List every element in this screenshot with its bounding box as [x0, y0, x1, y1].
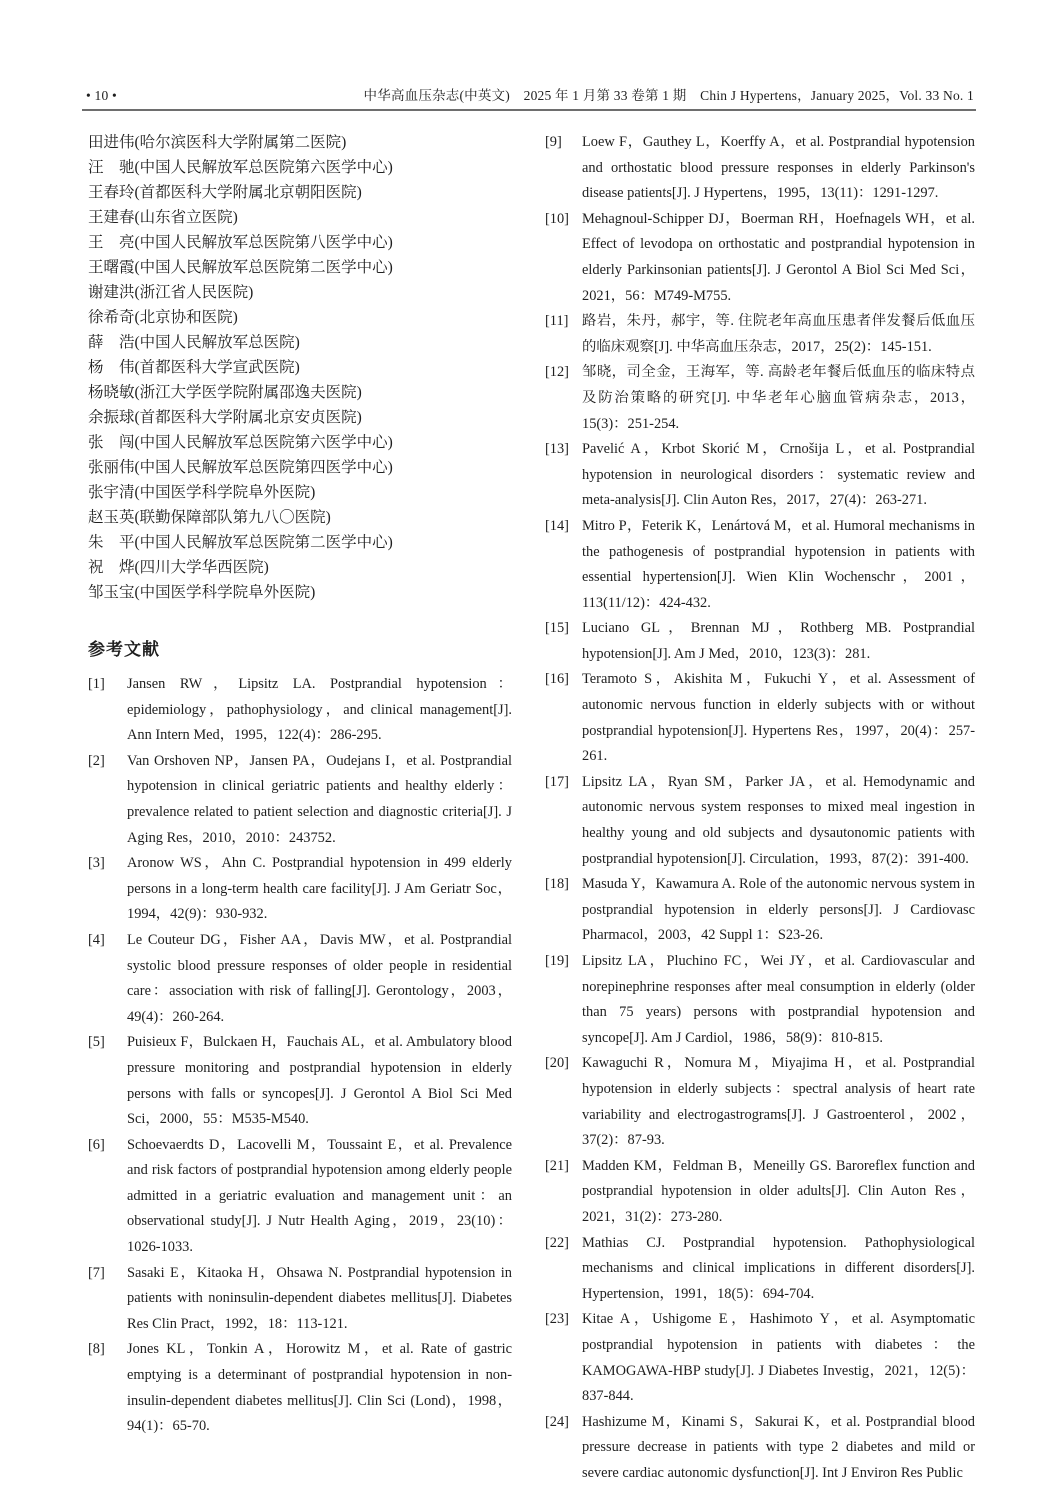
reference-item — [545, 1231, 975, 1308]
reference-text: Schoevaerdts D，Lacovelli M，Toussaint E，et al. Prevalence and risk factors of postprandial hypotension among elderly people admitted in a geriatric evaluation and management unit：an observational study[J]. J Nutr Health Aging，2019，23(10)：1026-1033. — [127, 1136, 512, 1256]
reference-text: Jones KL，Tonkin A，Horowitz M，et al. Rate of gastric emptying is a determinant of postprandial hypotension in non-insulin-dependent diabetes mellitus[J]. Clin Sci (Lond)，1998，94(1)：65-70. — [127, 1341, 512, 1435]
contributor-line: 徐希奇(北京协和医院) — [88, 309, 238, 326]
reference-text: Madden KM，Feldman B，Meneilly GS. Baroreflex function and postprandial hypotension in older adults[J]. Clin Auton Res，2021，31(2)：273-280. — [582, 1157, 975, 1225]
two-column-body — [88, 130, 975, 1485]
reference-text: Kawaguchi R，Nomura M，Miyajima H，et al. Postprandial hypotension in elderly subjects：spectral analysis of heart rate variability and electrogastrograms[J]. J Gastroenterol，2002，37(2)：87-93. — [582, 1055, 975, 1149]
reference-item — [545, 872, 975, 949]
reference-item — [545, 207, 975, 309]
reference-number: [23] — [545, 1311, 569, 1328]
contributor-list — [88, 130, 512, 605]
reference-text: Loew F，Gauthey L，Koerffy A，et al. Postprandial hypotension and orthostatic blood pressure responses in elderly Parkinson's disease patients[J]. J Hypertens，1995，13(11)：1291-1297. — [582, 134, 975, 202]
reference-text: Puisieux F，Bulckaen H，Fauchais AL，et al. Ambulatory blood pressure monitoring and postprandial hypotension in elderly persons with falls or syncopes[J]. J Gerontol A Biol Sci Med Sci，2000，55：M535-M540. — [127, 1034, 512, 1128]
reference-text: Mehagnoul-Schipper DJ，Boerman RH，Hoefnagels WH，et al. Effect of levodopa on orthostatic and postprandial hypotension in elderly Parkinsonian patients[J]. J Gerontol A Biol Sci Med Sci，2021，56：M749-M755. — [582, 210, 975, 304]
reference-number: [21] — [545, 1157, 569, 1174]
contributor-line: 王曙霞(中国人民解放军总医院第二医学中心) — [88, 259, 393, 276]
reference-item — [545, 437, 975, 514]
contributor-line: 杨晓敏(浙江大学医学院附属邵逸夫医院) — [88, 384, 362, 401]
contributor-line: 谢建洪(浙江省人民医院) — [88, 284, 254, 301]
reference-text: Luciano GL，Brennan MJ，Rothberg MB. Postprandial hypotension[J]. Am J Med，2010，123(3)：281. — [582, 620, 975, 662]
header-divider — [82, 109, 976, 111]
reference-text: 路岩，朱丹，郝宇，等. 住院老年高血压患者伴发餐后低血压的临床观察[J]. 中华高血压杂志，2017，25(2)：145-151. — [582, 313, 975, 355]
reference-number: [22] — [545, 1234, 569, 1251]
reference-item — [88, 1133, 512, 1261]
contributor-line: 薛 浩(中国人民解放军总医院) — [88, 334, 300, 351]
reference-number: [20] — [545, 1055, 569, 1072]
reference-text: Jansen RW，Lipsitz LA. Postprandial hypotension：epidemiology，pathophysiology，and clinical management[J]. Ann Intern Med，1995，122(4)：286-295. — [127, 676, 512, 744]
reference-number: [13] — [545, 441, 569, 458]
reference-number: [17] — [545, 773, 569, 790]
reference-number: [8] — [88, 1341, 105, 1358]
reference-item — [545, 616, 975, 667]
reference-number: [14] — [545, 517, 569, 534]
contributor-line: 田进伟(哈尔滨医科大学附属第二医院) — [88, 134, 347, 151]
reference-list-right — [545, 130, 975, 1485]
reference-text: Kitae A，Ushigome E，Hashimoto Y，et al. Asymptomatic postprandial hypotension in patients with diabetes：the KAMOGAWA-HBP study[J]. J Diabetes Investig，2021，12(5)：837-844. — [582, 1311, 975, 1405]
right-column — [545, 130, 975, 1485]
reference-item — [545, 130, 975, 207]
reference-number: [16] — [545, 671, 569, 688]
reference-text: Lipsitz LA，Pluchino FC，Wei JY，et al. Cardiovascular and norepinephrine responses after meal consumption in elderly (older than 75 years) persons with postprandial hypotension and syncope[J]. Am J Cardiol，1986，58(9)：810-815. — [582, 953, 975, 1046]
reference-text: Masuda Y，Kawamura A. Role of the autonomic nervous system in postprandial hypotension in elderly persons[J]. J Cardiovasc Pharmacol，2003，42 Suppl 1：S23-26. — [582, 876, 975, 944]
reference-item — [545, 1410, 975, 1485]
reference-item — [545, 770, 975, 872]
reference-text: Teramoto S，Akishita M，Fukuchi Y，et al. Assessment of autonomic nervous function in elderly subjects with or without postprandial hypotension[J]. Hypertens Res，1997，20(4)：257-261. — [582, 671, 975, 765]
reference-text: Mitro P，Feterik K，Lenártová M，et al. Humoral mechanisms in the pathogenesis of postprandial hypotension in patients with essential hypertension[J]. Wien Klin Wochenschr，2001，113(11/12)：424-432. — [582, 517, 975, 611]
reference-number: [15] — [545, 620, 569, 637]
reference-item — [545, 1154, 975, 1231]
reference-text: 邹晓，司全金，王海军，等. 高龄老年餐后低血压的临床特点及防治策略的研究[J]. 中华老年心脑血管病杂志，2013，15(3)：251-254. — [582, 364, 975, 432]
contributor-line: 余振球(首都医科大学附属北京安贞医院) — [88, 409, 362, 426]
reference-number: [18] — [545, 876, 569, 893]
reference-item — [88, 749, 512, 851]
reference-item — [545, 667, 975, 769]
left-column — [88, 130, 512, 1485]
page-number-label: • 10 • — [86, 88, 117, 103]
contributor-line: 张丽伟(中国人民解放军总医院第四医学中心) — [88, 459, 393, 476]
reference-number: [6] — [88, 1136, 105, 1153]
reference-number: [7] — [88, 1264, 105, 1281]
reference-text: Hashizume M，Kinami S，Sakurai K，et al. Postprandial blood pressure decrease in patients with type 2 diabetes and mild or severe cardiac autonomic dysfunction[J]. Int J Environ Res Public — [582, 1413, 975, 1481]
running-head — [86, 84, 974, 104]
reference-text: Le Couteur DG，Fisher AA，Davis MW，et al. Postprandial systolic blood pressure responses of older people in residential care：association with risk of falling[J]. Gerontology，2003，49(4)：260-264. — [127, 931, 512, 1025]
reference-item — [545, 949, 975, 1051]
reference-item — [88, 672, 512, 749]
contributor-line: 邹玉宝(中国医学科学院阜外医院) — [88, 584, 316, 601]
reference-item — [88, 1030, 512, 1132]
reference-item — [545, 1051, 975, 1153]
reference-list-left — [88, 672, 512, 1440]
references-heading: 参考文献 — [88, 640, 160, 659]
reference-text: Aronow WS，Ahn C. Postprandial hypotension in 499 elderly persons in a long-term health care facility[J]. J Am Geriatr Soc，1994，42(9)：930-932. — [127, 855, 512, 923]
reference-number: [19] — [545, 953, 569, 969]
reference-item — [88, 928, 512, 1030]
journal-issue-line: 中华高血压杂志(中英文) 2025 年 1 月第 33 卷第 1 期 Chin J Hypertens，January 2025，Vol. 33 No. 1 — [363, 88, 974, 103]
contributor-line: 朱 平(中国人民解放军总医院第二医学中心) — [88, 534, 393, 551]
contributor-line: 王 亮(中国人民解放军总医院第八医学中心) — [88, 234, 393, 251]
reference-number: [1] — [88, 676, 105, 692]
reference-number: [10] — [545, 210, 569, 227]
reference-text: Lipsitz LA，Ryan SM，Parker JA，et al. Hemodynamic and autonomic nervous system responses to mixed meal ingestion in healthy young and old subjects and dysautonomic patients with postprandial hypotension[J]. Circulation，1993，87(2)：391-400. — [582, 773, 975, 867]
reference-number: [12] — [545, 364, 569, 381]
reference-number: [24] — [545, 1413, 569, 1430]
contributor-line: 汪 驰(中国人民解放军总医院第六医学中心) — [88, 159, 393, 176]
reference-text: Mathias CJ. Postprandial hypotension. Pathophysiological mechanisms and clinical implications in different disorders[J]. Hypertension，1991，18(5)：694-704. — [582, 1234, 975, 1302]
contributor-line: 祝 烨(四川大学华西医院) — [88, 559, 269, 576]
reference-number: [5] — [88, 1034, 105, 1051]
reference-text: Van Orshoven NP，Jansen PA，Oudejans I，et al. Postprandial hypotension in clinical geriatric patients and healthy elderly：prevalence related to patient selection and diagnostic criteria[J]. J Aging Res，2010，2010：243752. — [127, 752, 512, 846]
contributor-line: 王建春(山东省立医院) — [88, 209, 238, 226]
contributor-line: 杨 伟(首都医科大学宣武医院) — [88, 359, 300, 376]
reference-number: [4] — [88, 931, 105, 948]
reference-item — [88, 1261, 512, 1338]
reference-text: Pavelić A，Krbot Skorić M，Crnošija L，et al. Postprandial hypotension in neurological disorders：systematic review and meta-analysis[J]. Clin Auton Res，2017，27(4)：263-271. — [582, 441, 975, 509]
reference-item — [545, 514, 975, 616]
reference-number: [9] — [545, 134, 562, 150]
reference-item — [88, 851, 512, 928]
reference-item — [88, 1337, 512, 1439]
contributor-line: 王春玲(首都医科大学附属北京朝阳医院) — [88, 184, 362, 201]
reference-item — [545, 360, 975, 437]
reference-number: [2] — [88, 752, 105, 769]
reference-text: Sasaki E，Kitaoka H，Ohsawa N. Postprandial hypotension in patients with noninsulin-dependent diabetes mellitus[J]. Diabetes Res Clin Pract，1992，18：113-121. — [127, 1264, 512, 1332]
reference-number: [11] — [545, 313, 569, 330]
reference-item — [545, 309, 975, 360]
contributor-line: 张 闯(中国人民解放军总医院第六医学中心) — [88, 434, 393, 451]
reference-item — [545, 1307, 975, 1409]
contributor-line: 张宇清(中国医学科学院阜外医院) — [88, 484, 316, 501]
reference-number: [3] — [88, 855, 105, 872]
contributor-line: 赵玉英(联勤保障部队第九八〇医院) — [88, 509, 331, 526]
